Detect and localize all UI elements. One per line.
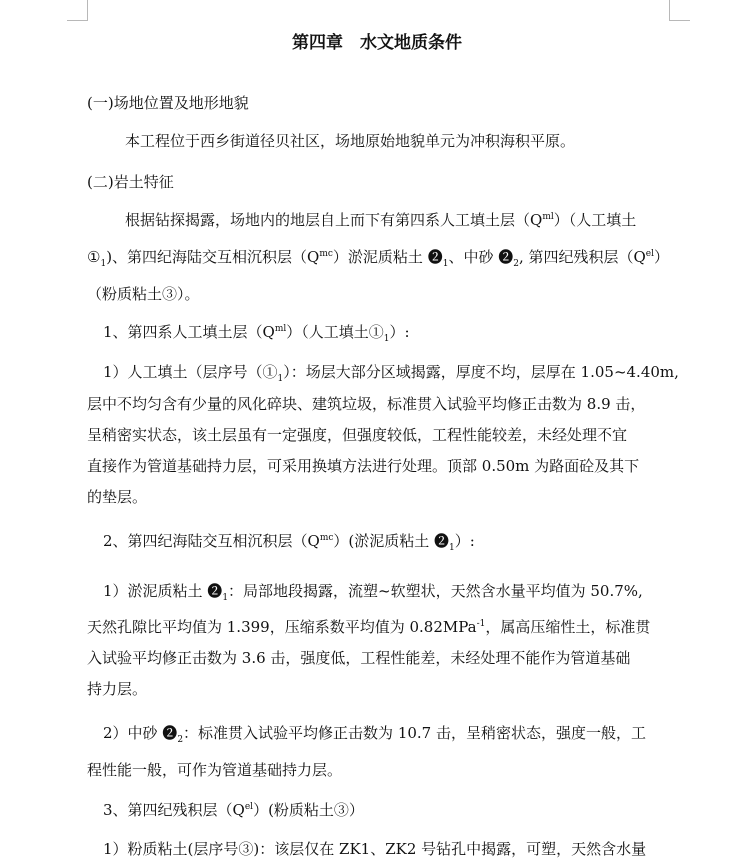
paragraph-line: 层中不均匀含有少量的风化碎块、建筑垃圾，标准贯入试验平均修正击数为 8.9 击，	[87, 395, 646, 413]
paragraph-line: 本工程位于西乡街道径贝社区，场地原始地貌单元为冲积海积平原。	[125, 132, 576, 150]
subsection-heading: 3、第四纪残积层$(Q^{el})$(粉质粘土③）	[103, 801, 364, 819]
chapter-title: 第四章 水文地质条件	[292, 33, 462, 53]
page-corner-mark-right	[669, 0, 690, 21]
paragraph-line: 根据钻探揭露，场地内的地层自上而下有第四系人工填土层$(Q^{ml})$（人工填土	[125, 211, 637, 229]
paragraph-line: 1）粉质粘土(层序号③)：该层仅在 ZK1、ZK2 号钻孔中揭露，可塑，天然含水量	[103, 840, 647, 858]
paragraph-line: 入试验平均修正击数为 3.6 击，强度低，工程性能差，未经处理不能作为管道基础	[87, 649, 631, 667]
paragraph-line: 2）中砂 $❷_2$：标准贯入试验平均修正击数为 10.7 击，呈稍密状态，强度一般，工	[103, 724, 646, 745]
paragraph-line: 1）人工填土（层序号$(①_1)$：场层大部分区域揭露，厚度不均，层厚在 1.05~4.40m,	[103, 363, 679, 384]
subsection-heading: 1、第四系人工填土层$(Q^{ml})$（人工填土$①_1$）:	[103, 323, 410, 344]
paragraph-line: 呈稍密实状态，该土层虽有一定强度，但强度较低，工程性能较差，未经处理不宜	[87, 426, 628, 444]
paragraph-line: （粉质粘土③）。	[87, 285, 200, 303]
paragraph-line: 的垫层。	[87, 488, 148, 506]
page-corner-mark-left	[67, 0, 88, 21]
paragraph-line: 1）淤泥质粘土 $❷_1$：局部地段揭露，流塑~软塑状，天然含水量平均值为 50.7%,	[103, 582, 643, 603]
paragraph-line: 直接作为管道基础持力层，可采用换填方法进行处理。顶部 0.50m 为路面砼及其下	[87, 457, 640, 475]
paragraph-line: 程性能一般，可作为管道基础持力层。	[87, 761, 343, 779]
subsection-heading: 2、第四纪海陆交互相沉积层$(Q^{mc})$(淤泥质粘土 $❷_1$）:	[103, 532, 475, 553]
paragraph-line: $①_1$)、第四纪海陆交互相沉积层$(Q^{mc})$淤泥质粘土 $❷_1$、中砂 $❷_2$, 第四纪残积层$(Q^{el})$	[87, 248, 670, 269]
section-heading-2: (二)岩土特征	[87, 173, 174, 191]
paragraph-line: 天然孔隙比平均值为 1.399，压缩系数平均值为 0.82MPa$^{-1}$，属高压缩性土，标准贯	[87, 618, 651, 636]
section-heading-1: (一)场地位置及地形地貌	[87, 94, 249, 112]
paragraph-line: 持力层。	[87, 680, 148, 698]
